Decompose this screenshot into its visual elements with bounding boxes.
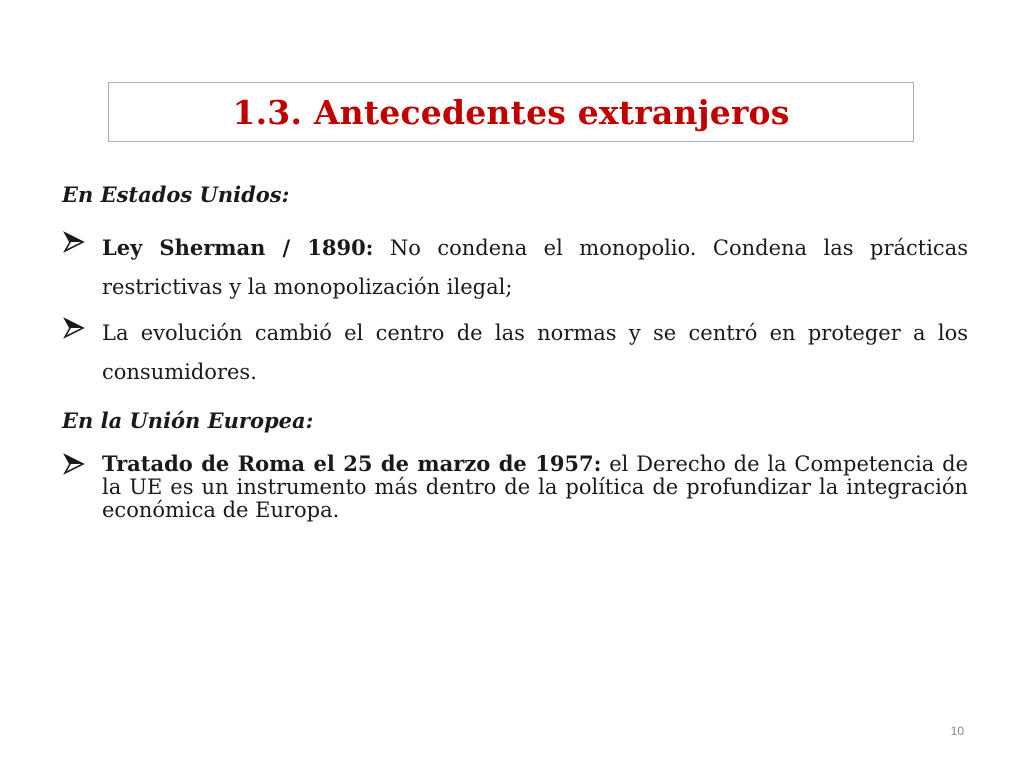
arrow-bullet-icon bbox=[62, 230, 86, 254]
bullet-body: el Derecho de la Competencia de la UE es un instrumento más dentro de la política de profundizar la integración económica de Europa. bbox=[102, 452, 969, 522]
bullet-ley-sherman bbox=[62, 228, 968, 307]
section-heading-usa: En Estados Unidos: bbox=[62, 182, 290, 207]
bullet-body: No condena el monopolio. Condena las prácticas restrictivas y la monopolización ilegal; bbox=[102, 236, 968, 299]
page-number: 10 bbox=[950, 724, 964, 738]
bullet-text bbox=[102, 452, 968, 522]
bullet-bold-lead: Tratado de Roma el 25 de marzo de 1957: bbox=[102, 451, 602, 476]
bullet-tratado-roma bbox=[62, 452, 968, 522]
arrow-bullet-icon bbox=[62, 316, 86, 340]
bullet-body: La evolución cambió el centro de las normas y se centró en proteger a los consumidores. bbox=[102, 321, 968, 384]
bullet-evolucion bbox=[62, 314, 968, 392]
section-heading-eu: En la Unión Europea: bbox=[62, 408, 314, 433]
title-box bbox=[108, 82, 914, 142]
arrow-bullet-icon bbox=[62, 452, 86, 476]
slide-title: 1.3. Antecedentes extranjeros bbox=[232, 92, 790, 132]
bullet-bold-lead: Ley Sherman / 1890: bbox=[102, 235, 374, 260]
bullet-text bbox=[102, 228, 968, 307]
